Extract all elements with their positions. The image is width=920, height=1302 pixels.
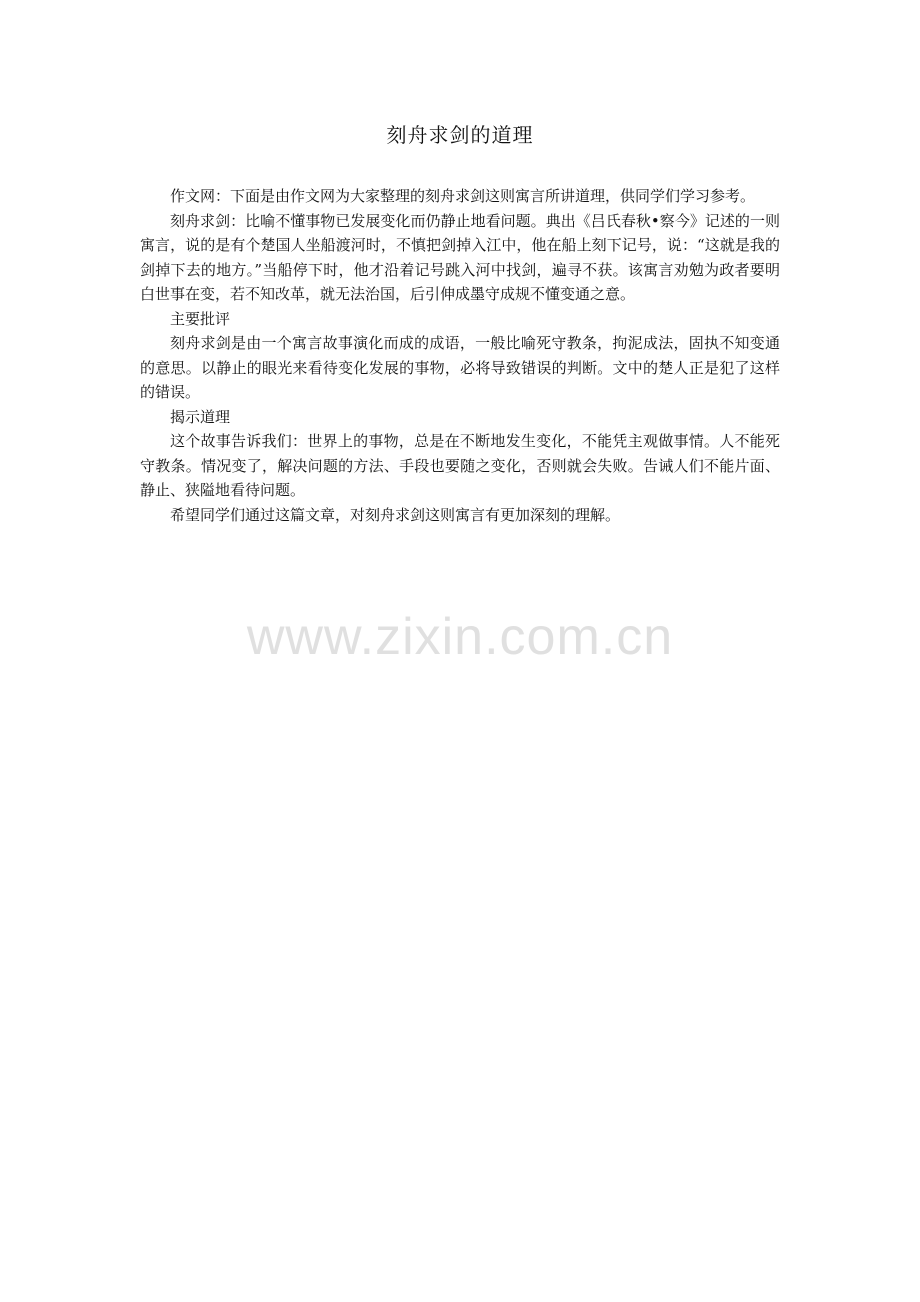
paragraph-intro: 作文网：下面是由作文网为大家整理的刻舟求剑这则寓言所讲道理，供同学们学习参考。: [170, 187, 756, 205]
paragraph-lesson: 这个故事告诉我们：世界上的事物，总是在不断地发生变化，不能凭主观做事情。人不能死守教条。情况变了，解决问题的方法、手段也要随之变化，否则就会失败。告诫人们不能片面、静止、狭隘地看待问题。: [140, 432, 780, 499]
section-heading-criticism: 主要批评: [170, 309, 231, 328]
document-title: 刻舟求剑的道理: [386, 123, 534, 147]
paragraph-closing: 希望同学们通过这篇文章，对刻舟求剑这则寓言有更加深刻的理解。: [170, 505, 621, 524]
paragraph-definition: 刻舟求剑：比喻不懂事物已发展变化而仍静止地看问题。典出《吕氏春秋•察今》记述的一则寓言，说的是有个楚国人坐船渡河时，不慎把剑掉入江中，他在船上刻下记号，说：“这就是我的剑掉下去的地方。”当船停下时，他才沿着记号跳入河中找剑，遍寻不获。该寓言劝勉为政者要明白世事在变，若不知改革，就无法治国，后引伸成墨守成规不懂变通之意。: [140, 211, 780, 303]
section-heading-lesson: 揭示道理: [170, 407, 231, 426]
paragraph-criticism: 刻舟求剑是由一个寓言故事演化而成的成语，一般比喻死守教条，拘泥成法，固执不知变通的意思。以静止的眼光来看待变化发展的事物，必将导致错误的判断。文中的楚人正是犯了这样的错误。: [140, 334, 780, 401]
watermark-text: www.zixin.com.cn: [246, 608, 674, 666]
document-body: [140, 184, 780, 527]
